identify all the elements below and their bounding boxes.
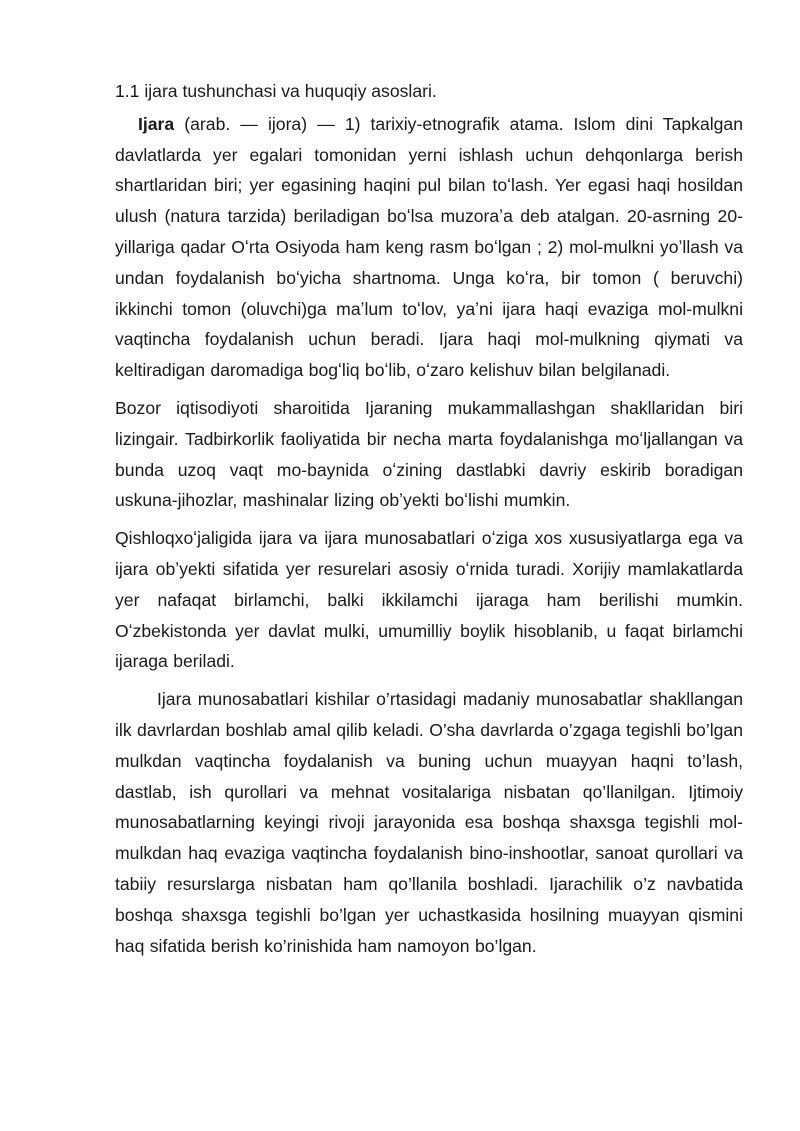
term-ijara: Ijara [138, 113, 175, 134]
paragraph-ijara-definition [115, 109, 743, 386]
paragraph-leasing: Bozor iqtisodiyoti sharoitida Ijaraning mukammallashgan shakllaridan biri lizingair. Tadbirkorlik faoliyatida bir necha marta foydalanishga moʻljallangan va bunda uzoq vaqt mo-baynida oʻzining dastlabki davriy eskirib boradigan uskuna-jihozlar, mashinalar lizing obʼyekti boʻlishi mumkin. [115, 397, 743, 511]
paragraph-history: Ijara munosabatlari kishilar o’rtasidagi madaniy munosabatlar shakllangan ilk davrlardan boshlab amal qilib keladi. O’sha davrlarda o’zgaga tegishli bo’lgan mulkdan vaqtincha foydalanish va buning uchun muayyan haqni to’lash, dastlab, ish qurollari va mehnat vositalariga nisbatan qo’llanilgan. Ijtimoiy munosabatlarning keyingi rivoji jarayonida esa boshqa shaxsga tegishli mol-mulkdan haq evaziga vaqtincha foydalanish bino-inshootlar, sanoat qurollari va tabiiy resurslarga nisbatan ham qo’llanila boshladi. Ijarachilik o’z navbatida boshqa shaxsga tegishli bo’lgan yer uchastkasida hosilning muayyan qismini haq sifatida berish ko’rinishida ham namoyon bo’lgan. [115, 689, 743, 956]
document-page [115, 76, 743, 968]
paragraph-ijara-definition-text: (arab. — ijora) — 1) tarixiy-etnografik atama. Islom dini Tapkalgan davlatlarda yer egalari tomonidan yerni ishlash uchun dehqonlarga berish shartlaridan biri; yer egasining haqini pul bilan toʻlash. Yer egasi haqi hosildan ulush (natura tarzida) beriladigan boʻlsa muzoraʼa deb atalgan. 20-asrning 20-yillariga qadar Oʻrta Osiyoda ham keng rasm boʻlgan ; 2) mol-mulkni yoʼllash va undan foydalanish boʻyicha shartnoma. Unga koʻra, bir tomon ( beruvchi) ikkinchi tomon (oluvchi)ga maʼlum toʻlov, yaʼni ijara haqi evaziga mol-mulkni vaqtincha foydalanish uchun beradi. Ijara haqi mol-mulkning qiymati va keltiradigan daromadiga bogʻliq boʻlib, oʻzaro kelishuv bilan belgilanadi. [115, 113, 743, 381]
paragraph-agriculture: Qishloqxoʻjaligida ijara va ijara munosabatlari oʻziga xos xususiyatlarga ega va ijara obʼyekti sifatida yer resurelari asosiy oʻrnida turadi. Xorijiy mamlakatlarda yer nafaqat birlamchi, balki ikkilamchi ijaraga ham berilishi mumkin. Oʻzbekistonda yer davlat mulki, umumilliy boylik hisoblanib, u faqat birlamchi ijaraga beriladi. [115, 528, 743, 672]
section-heading: 1.1 ijara tushunchasi va huquqiy asoslari. [115, 81, 437, 101]
